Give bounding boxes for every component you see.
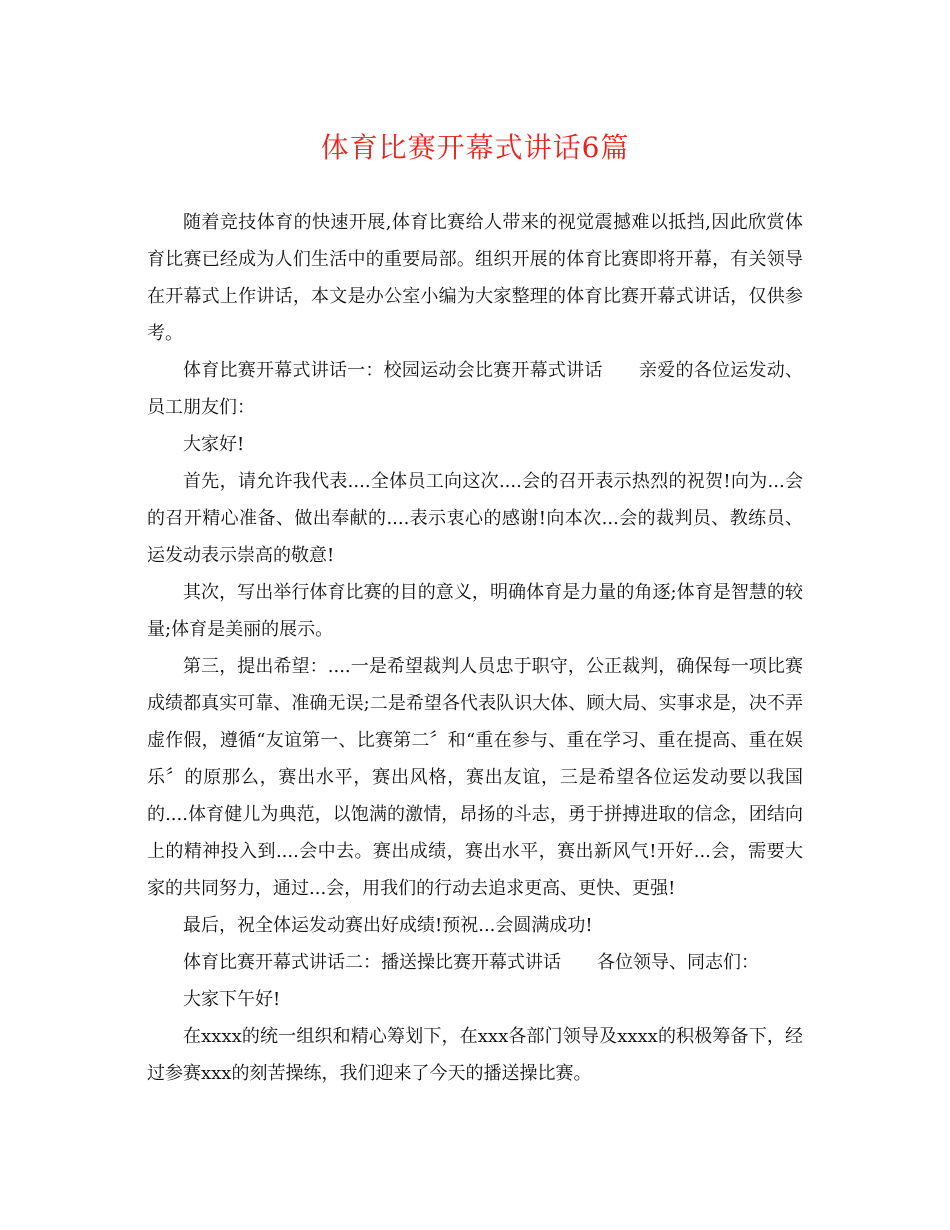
third-point-paragraph: 第三，提出希望：....一是希望裁判人员忠于职守，公正裁判，确保每一项比赛成绩都真实可靠、准确无误;二是希望各代表队识大体、顾大局、实事求是，决不弄虚作假，遵循“友谊第一、比赛第二〞和“重在参与、重在学习、重在提高、重在娱乐〞的原那么，赛出水平，赛出风格，赛出友谊，三是希望各位运发动要以我国的....体育健儿为典范，以饱满的激情，昂扬的斗志，勇于拼搏进取的信念，团结向上的精神投入到....会中去。赛出成绩，赛出水平，赛出新风气!开好...会，需要大家的共同努力，通过...会，用我们的行动去追求更高、更快、更强!: [147, 656, 803, 899]
first-point-paragraph: 首先，请允许我代表....全体员工向这次....会的召开表示热烈的祝贺!向为...会的召开精心准备、做出奉献的....表示衷心的感谢!向本次...会的裁判员、教练员、运发动表示崇高的敬意!: [147, 471, 803, 566]
intro-paragraph: 随着竞技体育的快速开展,体育比赛给人带来的视觉震撼难以抵挡,因此欣赏体育比赛已经成为人们生活中的重要局部。组织开展的体育比赛即将开幕，有关领导在开幕式上作讲话，本文是办公室小编为大家整理的体育比赛开幕式讲话，仅供参考。: [147, 212, 803, 344]
speech-one-heading: 体育比赛开幕式讲话一：校园运动会比赛开幕式讲话 亲爱的各位运发动、员工朋友们：: [147, 360, 803, 418]
page-title: 体育比赛开幕式讲话6篇: [320, 131, 630, 164]
closing-paragraph: 最后，祝全体运发动赛出好成绩!预祝...会圆满成功!: [183, 915, 593, 936]
greeting-paragraph: 大家好!: [183, 434, 245, 455]
second-point-paragraph: 其次，写出举行体育比赛的目的意义，明确体育是力量的角逐;体育是智慧的较量;体育是美丽的展示。: [147, 582, 803, 640]
speech-two-opening-paragraph: 在xxxx的统一组织和精心筹划下，在xxx各部门领导及xxxx的积极筹备下，经过参赛xxx的刻苦操练，我们迎来了今天的播送操比赛。: [147, 1026, 803, 1084]
afternoon-greeting-paragraph: 大家下午好!: [183, 989, 281, 1010]
speech-two-heading: 体育比赛开幕式讲话二：播送操比赛开幕式讲话 各位领导、同志们：: [183, 952, 759, 973]
document-body: [147, 204, 803, 1092]
